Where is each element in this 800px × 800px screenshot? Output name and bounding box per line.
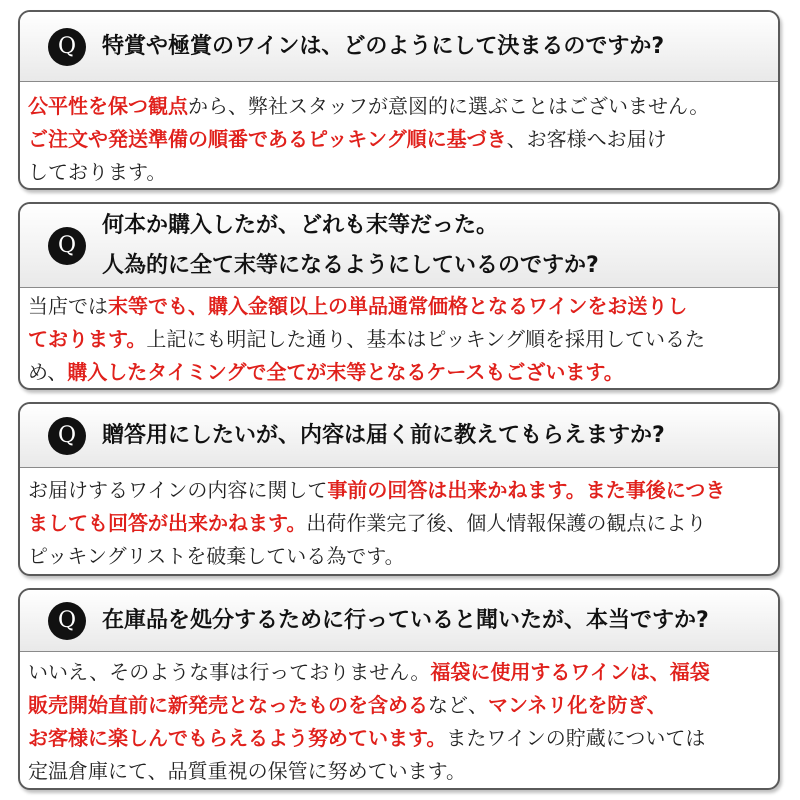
- answer-span: 事前の回答は出来かねます。また事後につき: [327, 478, 726, 502]
- answer-span: マンネリ化を防ぎ、: [488, 693, 667, 717]
- answer-span: 購入したタイミングで全てが末等となるケースもございます。: [67, 360, 624, 384]
- answer-span: ご注文や発送準備の順番であるピッキング順に基づき: [28, 127, 507, 151]
- faq-question: [102, 601, 770, 641]
- answer-span: お客様に楽しんでもらえるよう努めています。: [28, 726, 447, 750]
- answer-span: ましても回答が出来かねます。: [28, 511, 307, 535]
- faq-answer: [28, 656, 772, 788]
- answer-span: ピッキングリストを破棄している為です。: [28, 544, 405, 568]
- answer-span: 販売開始直前に新発売となったものを含める: [28, 693, 428, 717]
- answer-span: 当店では: [28, 294, 108, 318]
- faq-question-header: [20, 404, 778, 468]
- faq-card: [18, 402, 780, 576]
- faq-question: [102, 206, 770, 286]
- answer-span: め、: [28, 360, 68, 384]
- answer-line: [28, 156, 772, 189]
- q-badge-icon: Q: [48, 417, 86, 455]
- answer-span: 公平性を保つ観点: [28, 94, 188, 118]
- answer-span: お届けするワインの内容に関して: [28, 478, 328, 502]
- faq-question-line: 特賞や極賞のワインは、どのようにして決まるのですか?: [102, 34, 665, 59]
- answer-line: [28, 90, 772, 123]
- faq-question-header: [20, 590, 778, 652]
- answer-span: ております。: [28, 327, 147, 351]
- answer-span: 出荷作業完了後、個人情報保護の観点により: [306, 511, 707, 535]
- answer-span: 定温倉庫にて、品質重視の保管に努めています。: [28, 759, 466, 783]
- answer-span: 上記にも明記した通り、基本はピッキング順を採用しているた: [146, 327, 706, 351]
- faq-question-line: 在庫品を処分するために行っていると聞いたが、本当ですか?: [102, 608, 709, 633]
- answer-line: [28, 290, 772, 323]
- answer-span: 福袋に使用するワインは、福袋: [430, 660, 710, 684]
- answer-line: [28, 722, 772, 755]
- answer-line: [28, 123, 772, 156]
- answer-line: [28, 474, 772, 507]
- answer-span: 、お客様へお届け: [506, 127, 667, 151]
- answer-span: など、: [428, 693, 488, 717]
- q-badge-icon: Q: [48, 602, 86, 640]
- faq-card: [18, 588, 780, 790]
- faq-question-header: [20, 12, 778, 82]
- faq-answer: [28, 90, 772, 189]
- faq-question-line: 人為的に全て末等になるようにしているのですか?: [102, 253, 599, 278]
- answer-line: [28, 689, 772, 722]
- faq-card: [18, 10, 780, 190]
- faq-question: [102, 27, 770, 67]
- answer-line: [28, 656, 772, 689]
- answer-span: から、弊社スタッフが意図的に選ぶことはございません。: [188, 94, 710, 118]
- faq-question-line: 贈答用にしたいが、内容は届く前に教えてもらえますか?: [102, 423, 665, 448]
- answer-line: [28, 356, 772, 389]
- q-badge-icon: Q: [48, 227, 86, 265]
- answer-line: [28, 507, 772, 540]
- answer-line: [28, 755, 772, 788]
- faq-question-header: [20, 204, 778, 288]
- answer-span: しております。: [28, 160, 167, 184]
- answer-line: [28, 540, 772, 573]
- faq-question: [102, 416, 770, 456]
- answer-span: またワインの貯蔵については: [446, 726, 706, 750]
- answer-line: [28, 323, 772, 356]
- faq-answer: [28, 290, 772, 389]
- q-badge-icon: Q: [48, 28, 86, 66]
- answer-span: 末等でも、購入金額以上の単品通常価格となるワインをお送りし: [108, 294, 688, 318]
- faq-card: [18, 202, 780, 390]
- answer-span: いいえ、そのような事は行っておりません。: [28, 660, 431, 684]
- faq-answer: [28, 474, 772, 573]
- faq-question-line: 何本か購入したが、どれも末等だった。: [102, 213, 499, 238]
